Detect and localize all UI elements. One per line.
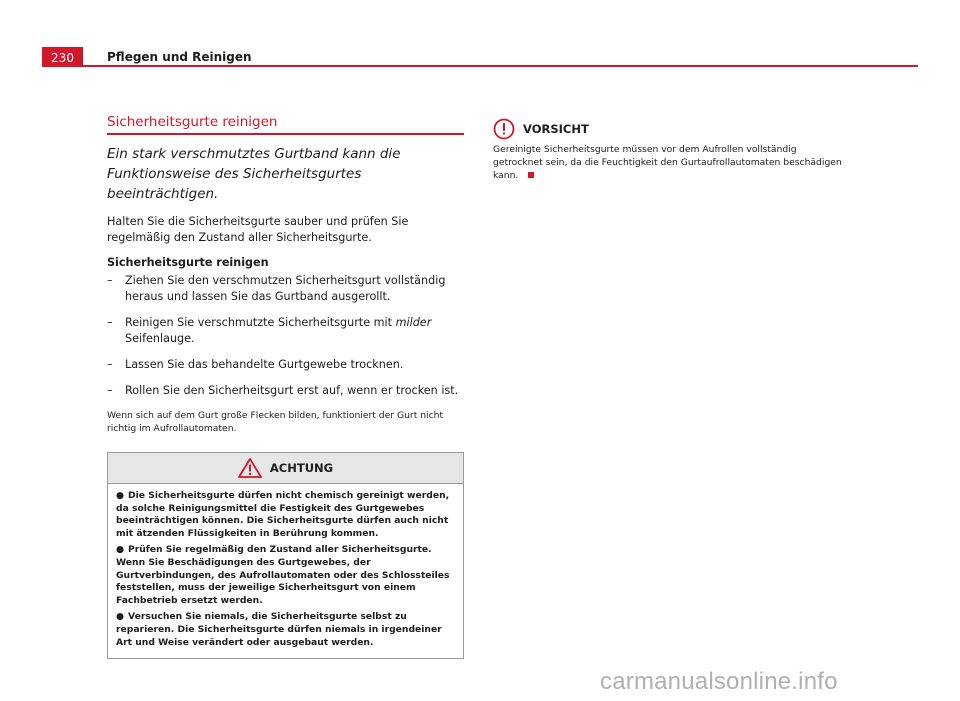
section-intro: Ein stark verschmutztes Gurtband kann die Funktionsweise des Sicherheitsgurtes beeinträchtigen.: [107, 146, 401, 202]
step-text-after: Seifenlauge.: [125, 332, 195, 345]
step-item: [107, 315, 464, 347]
watermark: carmanualsonline.info: [600, 668, 838, 695]
left-column: [107, 114, 464, 659]
step-item: [107, 383, 464, 399]
step-text: Lassen Sie das behandelte Gurtgewebe trocknen.: [125, 358, 404, 371]
note-text: Wenn sich auf dem Gurt große Flecken bilden, funktioniert der Gurt nicht richtig im Aufrollautomaten.: [107, 410, 444, 434]
caution-header: [493, 118, 845, 140]
warning-item: ● Prüfen Sie regelmäßig den Zustand aller Sicherheitsgurte. Wenn Sie Beschädigungen des Gurtgewebes, der Gurtverbindungen, des Aufrollautomaten oder des Schlossteiles feststellen, muss der jeweilige Sicherheitsgurt von einem Fachbetrieb ersetzt werden.: [116, 544, 450, 606]
header-title: Pflegen und Reinigen: [107, 50, 252, 64]
warning-header: [108, 453, 463, 484]
dash-marker: –: [107, 384, 113, 397]
step-emphasis: milder: [395, 316, 432, 329]
section-rule: [107, 133, 464, 135]
caution-title: VORSICHT: [523, 122, 589, 136]
steps-list: [107, 273, 464, 399]
step-item: [107, 273, 464, 305]
warning-body: [108, 484, 463, 658]
step-item: [107, 357, 464, 373]
caution-text: Gereinigte Sicherheitsgurte müssen vor dem Aufrollen vollständig getrocknet sein, da die Feuchtigkeit den Gurtaufrollautomaten beschädigen kann.: [493, 144, 842, 181]
warning-box: [107, 452, 464, 659]
section-paragraph: Halten Sie die Sicherheitsgurte sauber und prüfen Sie regelmäßig den Zustand aller Sicherheitsgurte.: [107, 215, 409, 244]
header-rule: [42, 65, 918, 67]
step-text: Rollen Sie den Sicherheitsgurt erst auf, wenn er trocken ist.: [125, 384, 459, 397]
step-text: Ziehen Sie den verschmutzen Sicherheitsgurt vollständig heraus und lassen Sie das Gurtband ausgerollt.: [125, 274, 446, 303]
bullet-icon: ●: [116, 490, 125, 501]
right-column: [493, 118, 845, 182]
step-text-before: Reinigen Sie verschmutzte Sicherheitsgurte mit: [125, 316, 396, 329]
warning-item: ● Versuchen Sie niemals, die Sicherheitsgurte selbst zu reparieren. Die Sicherheitsgurte dürfen niemals in irgendeiner Art und Weise verändert oder ausgebaut werden.: [116, 611, 442, 648]
warning-item: ● Die Sicherheitsgurte dürfen nicht chemisch gereinigt werden, da solche Reinigungsmittel die Festigkeit des Gurtgewebes beeinträchtigen können. Die Sicherheitsgurte dürfen auch nicht mit ätzenden Flüssigkeiten in Berührung kommen.: [116, 490, 450, 539]
bullet-icon: ●: [116, 611, 125, 623]
exclamation-circle-icon: [493, 118, 515, 140]
dash-marker: –: [107, 274, 113, 287]
page-number: 230: [42, 47, 83, 67]
dash-marker: –: [107, 316, 113, 329]
steps-heading: Sicherheitsgurte reinigen: [107, 256, 269, 269]
bullet-icon: ●: [116, 544, 125, 556]
section-title: Sicherheitsgurte reinigen: [107, 114, 278, 130]
dash-marker: –: [107, 358, 113, 371]
warning-title: ACHTUNG: [269, 461, 334, 475]
end-of-section-marker: [528, 172, 534, 178]
warning-triangle-icon: [238, 458, 262, 478]
